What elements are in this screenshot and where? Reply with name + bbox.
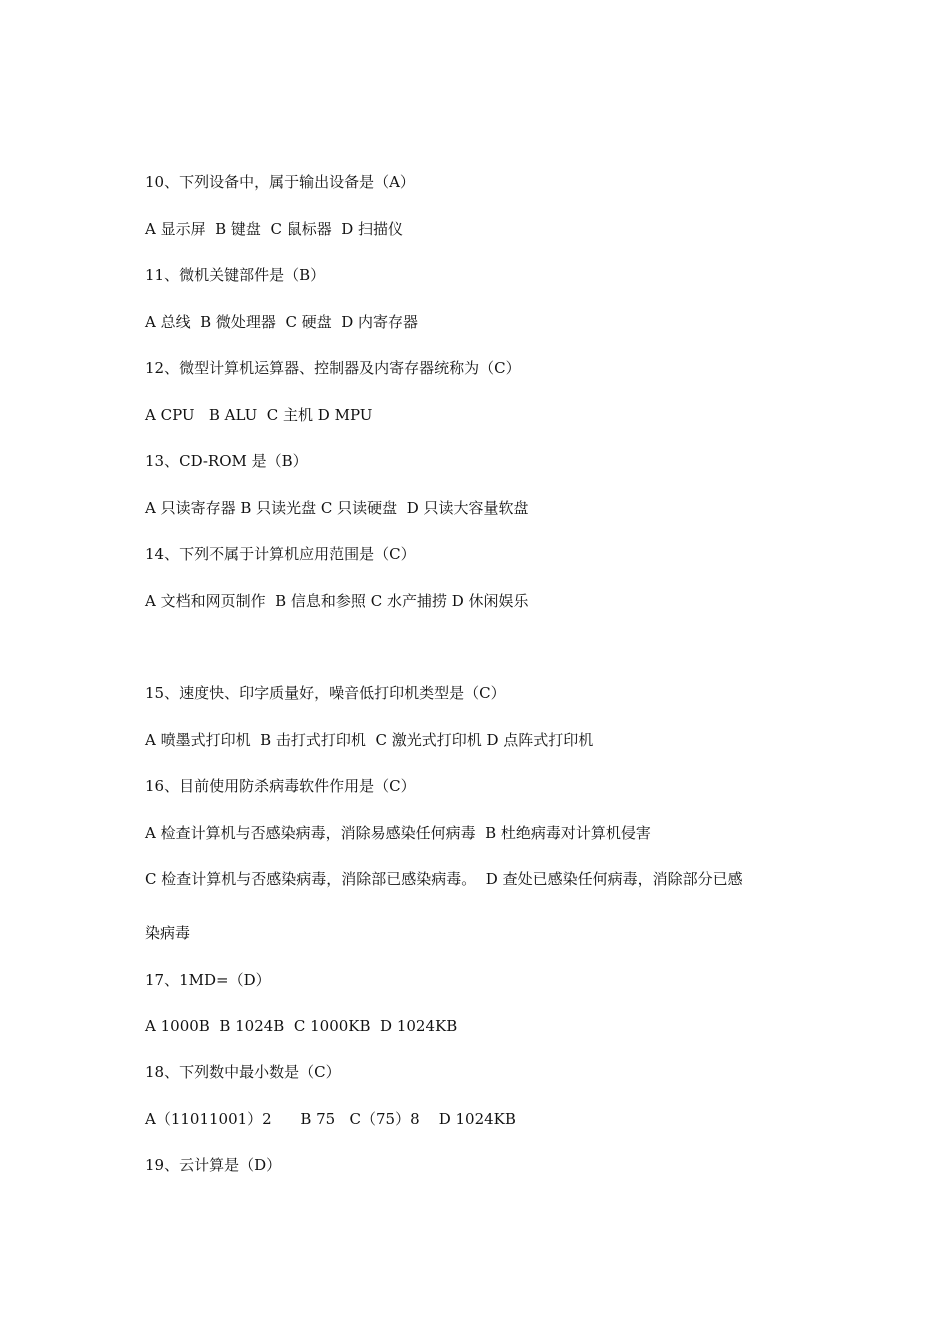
question-16: 16、目前使用防杀病毒软件作用是（C） <box>145 777 416 795</box>
question-18: 18、下列数中最小数是（C） <box>145 1063 341 1081</box>
options-10: A 显示屏 B 键盘 C 鼠标器 D 扫描仪 <box>145 220 404 238</box>
options-11: A 总线 B 微处理器 C 硬盘 D 内寄存器 <box>145 313 419 331</box>
options-15: A 喷墨式打印机 B 击打式打印机 C 激光式打印机 D 点阵式打印机 <box>145 731 594 749</box>
options-13: A 只读寄存器 B 只读光盘 C 只读硬盘 D 只读大容量软盘 <box>145 499 529 517</box>
options-14: A 文档和网页制作 B 信息和参照 C 水产捕捞 D 休闲娱乐 <box>145 592 529 610</box>
question-13: 13、CD-ROM 是（B） <box>145 452 308 470</box>
question-17: 17、1MD=（D） <box>145 971 271 989</box>
options-17: A 1000B B 1024B C 1000KB D 1024KB <box>145 1017 458 1035</box>
question-15: 15、速度快、印字质量好，噪音低打印机类型是（C） <box>145 684 506 702</box>
question-12: 12、微型计算机运算器、控制器及内寄存器统称为（C） <box>145 359 521 377</box>
question-10: 10、下列设备中，属于输出设备是（A） <box>145 173 415 191</box>
options-18: A（11011001）2 B 75 C（75）8 D 1024KB <box>145 1110 516 1128</box>
question-11: 11、微机关键部件是（B） <box>145 266 326 284</box>
options-16-line1: A 检查计算机与否感染病毒，消除易感染任何病毒 B 杜绝病毒对计算机侵害 <box>145 824 651 842</box>
options-16-line3: 染病毒 <box>145 924 191 942</box>
options-16-line2: C 检查计算机与否感染病毒，消除部已感染病毒。 D 查处已感染任何病毒，消除部分已感 <box>145 870 743 888</box>
question-19: 19、云计算是（D） <box>145 1156 282 1174</box>
options-12: A CPU B ALU C 主机 D MPU <box>145 406 373 424</box>
question-14: 14、下列不属于计算机应用范围是（C） <box>145 545 416 563</box>
